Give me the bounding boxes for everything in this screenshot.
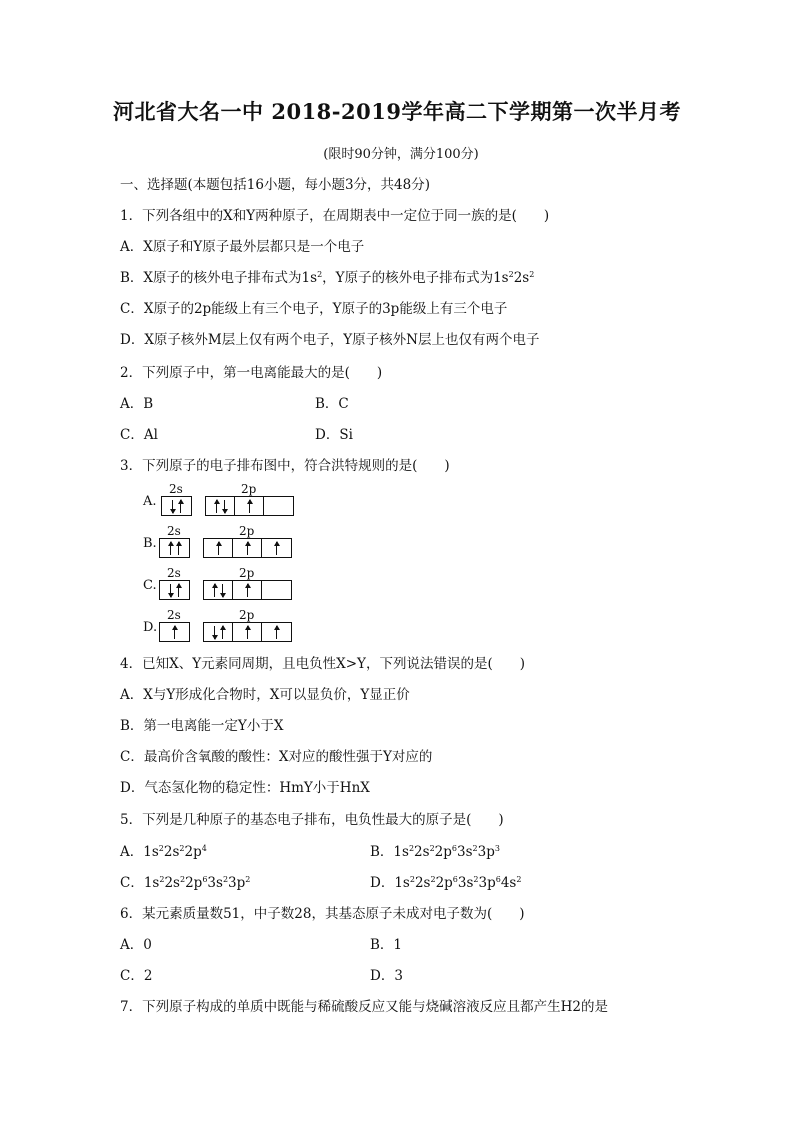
orbital-diagram-d bbox=[143, 608, 303, 644]
config-sup: 2 bbox=[473, 875, 479, 884]
config-text: 2p bbox=[434, 844, 452, 860]
question-3-stem: 3．下列原子的电子排布图中，符合洪特规则的是( ) bbox=[120, 458, 450, 474]
question-4-option-c: C．最高价含氧酸的酸性：X对应的酸性强于Y对应的 bbox=[120, 749, 433, 765]
question-4-option-d: D．气态氢化物的稳定性：HmY小于HnX bbox=[120, 780, 370, 796]
config-text: 3p bbox=[478, 875, 496, 891]
arrow-down-icon bbox=[222, 584, 223, 597]
config-text: 2p bbox=[435, 875, 453, 891]
arrow-up-icon bbox=[180, 500, 181, 513]
arrow-up-icon bbox=[178, 584, 179, 597]
arrow-up-icon bbox=[218, 542, 219, 555]
config-sup: 2 bbox=[222, 875, 229, 884]
config-sup: 2 bbox=[179, 875, 186, 884]
question-6-option-c: C．2 bbox=[120, 968, 153, 984]
orbital-2p-boxes bbox=[203, 622, 292, 642]
diagram-d-label: D. bbox=[143, 620, 158, 635]
config-sup: 2 bbox=[179, 844, 185, 853]
q1-b-sup2: 2 bbox=[508, 270, 514, 279]
question-6-option-a: A．0 bbox=[120, 937, 152, 953]
orbital-2s-label: 2s bbox=[167, 608, 181, 622]
config-text: 2s bbox=[414, 875, 431, 891]
orbital-2p-label: 2p bbox=[241, 482, 257, 496]
config-text: 3p bbox=[477, 844, 495, 860]
question-1-option-c: C．X原子的2p能级上有三个电子，Y原子的3p能级上有三个电子 bbox=[120, 301, 508, 317]
arrow-down-icon bbox=[214, 626, 215, 639]
config-sup: 2 bbox=[408, 844, 415, 853]
config-text: 2p bbox=[184, 844, 202, 860]
arrow-up-icon bbox=[276, 626, 277, 639]
question-6-option-d: D．3 bbox=[370, 968, 403, 984]
orbital-2p-label: 2p bbox=[239, 524, 255, 538]
question-1-option-a: A．X原子和Y原子最外层都只是一个电子 bbox=[120, 239, 365, 255]
config-text: 3s bbox=[207, 875, 223, 891]
question-6-option-b: B．1 bbox=[370, 937, 403, 953]
q1-b-text2: ，Y原子的核外电子排布式为1s bbox=[322, 270, 509, 286]
exam-time-note bbox=[0, 143, 794, 162]
config-sup: 6 bbox=[452, 875, 458, 884]
arrow-up-icon bbox=[214, 584, 215, 597]
config-sup: 2 bbox=[516, 875, 522, 884]
question-7-stem: 7．下列原子构成的单质中既能与稀硫酸反应又能与烧碱溶液反应且都产生H2的是 bbox=[120, 999, 608, 1015]
config-sup: 2 bbox=[429, 844, 435, 853]
config-text: 3p bbox=[228, 875, 246, 891]
config-sup: 4 bbox=[201, 844, 207, 853]
q1-b-text: B．X原子的核外电子排布式为1s bbox=[120, 270, 318, 286]
orbital-diagram-a bbox=[143, 482, 303, 518]
orbital-2p-boxes bbox=[203, 538, 292, 558]
orbital-2s-box bbox=[159, 622, 190, 642]
config-sup: 3 bbox=[494, 844, 500, 853]
config-sup: 2 bbox=[158, 844, 164, 853]
exam-time-note-text: (限时90分钟，满分100分) bbox=[323, 147, 479, 162]
question-1-option-d: D．X原子核外M层上仅有两个电子，Y原子核外N层上也仅有两个电子 bbox=[120, 332, 540, 348]
config-text: A．1s bbox=[120, 844, 159, 860]
arrow-up-icon bbox=[170, 542, 171, 555]
q1-b-sup3: 2 bbox=[529, 270, 535, 279]
config-text: 2s bbox=[163, 844, 180, 860]
orbital-2p-boxes bbox=[203, 580, 292, 600]
question-4-stem: 4．已知X、Y元素同周期，且电负性X>Y，下列说法错误的是( ) bbox=[120, 656, 525, 672]
arrow-up-icon bbox=[249, 500, 250, 513]
config-text: C．1s bbox=[120, 875, 160, 891]
config-text: 4s bbox=[500, 875, 517, 891]
diagram-a-label: A. bbox=[143, 494, 157, 509]
question-2-option-d: D．Si bbox=[315, 427, 353, 443]
config-sup: 2 bbox=[430, 875, 436, 884]
section-heading: 一、选择题(本题包括16小题，每小题3分，共48分) bbox=[120, 177, 430, 193]
config-sup: 6 bbox=[451, 844, 457, 853]
orbital-2s-label: 2s bbox=[167, 566, 181, 580]
question-5-stem: 5．下列是几种原子的基态电子排布，电负性最大的原子是( ) bbox=[120, 812, 504, 828]
arrow-up-icon bbox=[276, 542, 277, 555]
arrow-up-icon bbox=[247, 542, 248, 555]
orbital-2s-box bbox=[161, 496, 192, 516]
config-text: D．1s bbox=[370, 875, 410, 891]
orbital-2s-label: 2s bbox=[169, 482, 183, 496]
page-title: 河北省大名一中 2018-2019学年高二下学期第一次半月考 bbox=[113, 99, 681, 124]
q1-b-text3: 2s bbox=[513, 270, 530, 286]
arrow-up-icon bbox=[222, 626, 223, 639]
arrow-up-icon bbox=[247, 626, 248, 639]
config-text: B．1s bbox=[370, 844, 409, 860]
question-5-option-a bbox=[120, 843, 207, 861]
config-text: 3s bbox=[457, 875, 474, 891]
orbital-2s-box bbox=[159, 580, 190, 600]
arrow-up-icon bbox=[216, 500, 217, 513]
question-2-option-b: B．C bbox=[315, 396, 349, 412]
orbital-2p-label: 2p bbox=[239, 566, 255, 580]
config-sup: 6 bbox=[202, 875, 208, 884]
arrow-up-icon bbox=[178, 542, 179, 555]
diagram-b-label: B. bbox=[143, 536, 157, 551]
question-2-stem: 2．下列原子中，第一电离能最大的是( ) bbox=[120, 365, 383, 381]
config-text: 2s bbox=[164, 875, 180, 891]
arrow-down-icon bbox=[172, 500, 173, 513]
diagram-c-label: C. bbox=[143, 578, 157, 593]
q1-b-sup1: 2 bbox=[317, 270, 323, 279]
config-text: 2s bbox=[414, 844, 430, 860]
question-1-stem: 1．下列各组中的X和Y两种原子，在周期表中一定位于同一族的是( ) bbox=[120, 208, 550, 224]
config-sup: 2 bbox=[472, 844, 478, 853]
question-5-option-b bbox=[370, 843, 500, 861]
question-5-option-c bbox=[120, 874, 250, 892]
question-4-option-a: A．X与Y形成化合物时，X可以显负价，Y显正价 bbox=[120, 687, 410, 703]
arrow-up-icon bbox=[174, 626, 175, 639]
config-sup: 2 bbox=[159, 875, 165, 884]
config-sup: 6 bbox=[495, 875, 501, 884]
question-4-option-b: B．第一电离能一定Y小于X bbox=[120, 718, 284, 734]
arrow-down-icon bbox=[170, 584, 171, 597]
orbital-diagram-c bbox=[143, 566, 303, 602]
orbital-2p-label: 2p bbox=[239, 608, 255, 622]
config-sup: 2 bbox=[409, 875, 415, 884]
config-sup: 2 bbox=[245, 875, 251, 884]
config-text: 2p bbox=[185, 875, 203, 891]
arrow-up-icon bbox=[247, 584, 248, 597]
orbital-diagram-b bbox=[143, 524, 303, 560]
question-1-option-b bbox=[120, 269, 534, 287]
question-2-option-a: A．B bbox=[120, 396, 154, 412]
orbital-2p-boxes bbox=[205, 496, 294, 516]
config-text: 3s bbox=[457, 844, 473, 860]
question-5-option-d bbox=[370, 874, 521, 892]
orbital-2s-label: 2s bbox=[167, 524, 181, 538]
question-2-option-c: C．Al bbox=[120, 427, 158, 443]
arrow-down-icon bbox=[224, 500, 225, 513]
question-6-stem: 6．某元素质量数51，中子数28，其基态原子未成对电子数为( ) bbox=[120, 906, 525, 922]
orbital-2s-box bbox=[159, 538, 190, 558]
